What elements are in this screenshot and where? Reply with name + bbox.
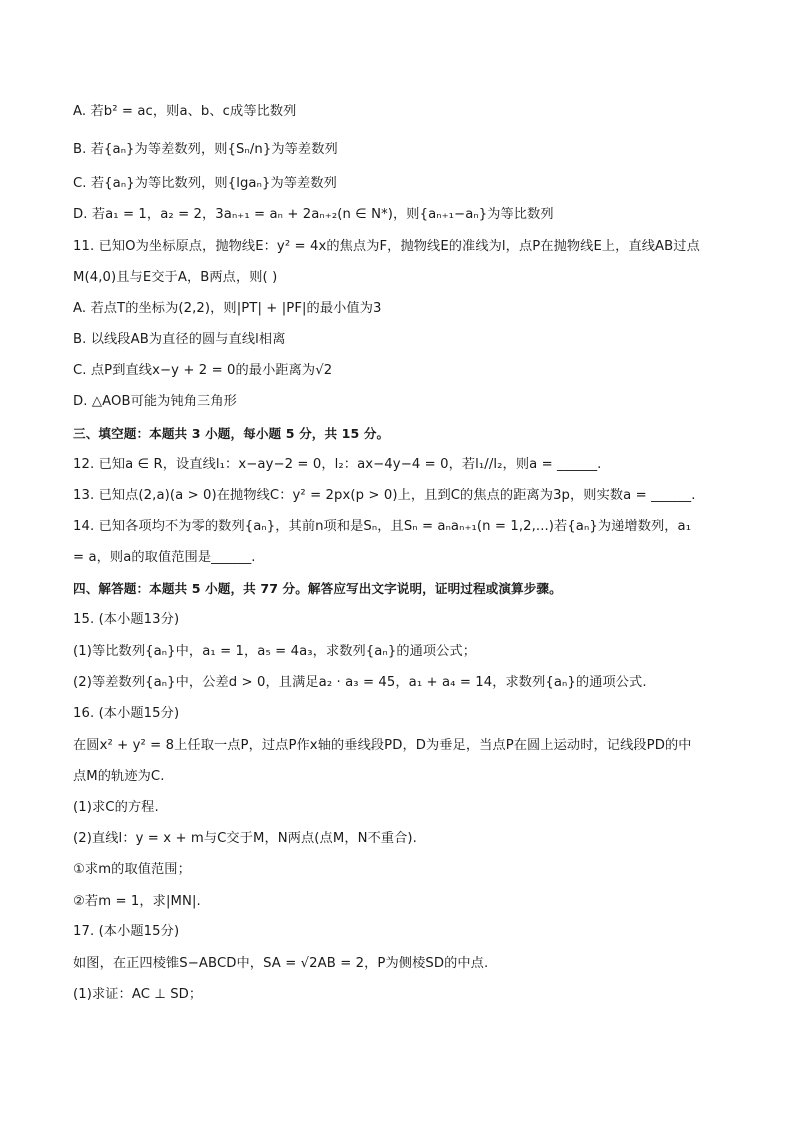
option-10b: B. 若{aₙ}为等差数列，则{Sₙ/n}为等差数列 [73, 142, 338, 157]
option-10c: C. 若{aₙ}为等比数列，则{lgaₙ}为等差数列 [73, 176, 337, 191]
question-14-cont: = a，则a的取值范围是______. [73, 550, 256, 565]
question-15-part1: (1)等比数列{aₙ}中，a₁ = 1，a₅ = 4a₃，求数列{aₙ}的通项公式； [73, 644, 477, 659]
option-10a: A. 若b² = ac，则a、b、c成等比数列 [73, 104, 297, 119]
option-11c: C. 点P到直线x−y + 2 = 0的最小距离为√2 [73, 363, 333, 378]
section-3-heading: 三、填空题：本题共 3 小题，每小题 5 分，共 15 分。 [73, 426, 390, 441]
question-16-title: 16. (本小题15分) [73, 706, 180, 721]
question-17-stem: 如图，在正四棱锥S−ABCD中，SA = √2AB = 2，P为侧棱SD的中点. [73, 956, 489, 971]
question-17-title: 17. (本小题15分) [73, 924, 180, 939]
option-11d: D. △AOB可能为钝角三角形 [73, 394, 237, 409]
option-11a: A. 若点T的坐标为(2,2)，则|PT| + |PF|的最小值为3 [73, 301, 382, 316]
question-17-part1: (1)求证：AC ⊥ SD； [73, 987, 203, 1002]
question-16-stem-cont: 点M的轨迹为C. [73, 769, 165, 784]
question-13: 13. 已知点(2,a)(a > 0)在抛物线C：y² = 2px(p > 0)上，且到C的焦点的距离为3p，则实数a = ______. [73, 488, 696, 503]
question-12: 12. 已知a ∈ R，设直线l₁：x−ay−2 = 0，l₂：ax−4y−4 = 0，若l₁//l₂，则a = ______. [73, 457, 602, 472]
question-16-part2-sub2: ②若m = 1，求|MN|. [73, 894, 201, 909]
question-15-part2: (2)等差数列{aₙ}中，公差d > 0，且满足a₂ · a₃ = 45，a₁ + a₄ = 14，求数列{aₙ}的通项公式. [73, 675, 647, 690]
option-11b: B. 以线段AB为直径的圆与直线l相离 [73, 332, 286, 347]
question-11-stem-cont: M(4,0)且与E交于A，B两点，则( ) [73, 270, 278, 285]
question-15-title: 15. (本小题13分) [73, 612, 180, 627]
option-10d: D. 若a₁ = 1，a₂ = 2，3aₙ₊₁ = aₙ + 2aₙ₊₂(n ∈ N*)，则{aₙ₊₁−aₙ}为等比数列 [73, 207, 554, 222]
question-16-stem: 在圆x² + y² = 8上任取一点P，过点P作x轴的垂线段PD，D为垂足，当点P在圆上运动时，记线段PD的中 [73, 738, 692, 753]
question-16-part1: (1)求C的方程. [73, 800, 159, 815]
question-16-part2-sub1: ①求m的取值范围； [73, 862, 191, 877]
question-16-part2: (2)直线l：y = x + m与C交于M，N两点(点M，N不重合). [73, 831, 417, 846]
question-14: 14. 已知各项均不为零的数列{aₙ}，其前n项和是Sₙ，且Sₙ = aₙaₙ₊₁(n = 1,2,...)若{aₙ}为递增数列，a₁ [73, 519, 692, 534]
question-11-stem: 11. 已知O为坐标原点，抛物线E：y² = 4x的焦点为F，抛物线E的准线为l，点P在抛物线E上，直线AB过点 [73, 239, 700, 254]
section-4-heading: 四、解答题：本题共 5 小题，共 77 分。解答应写出文字说明，证明过程或演算步骤。 [73, 581, 562, 596]
